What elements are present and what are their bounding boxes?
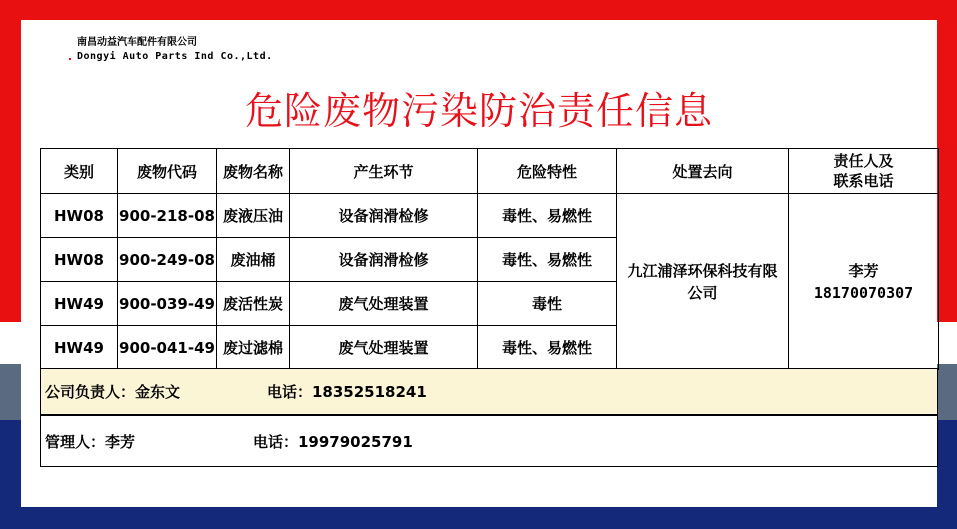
disposal-text: 九江浦泽环保科技有限公司 xyxy=(627,261,778,302)
company-manager-row xyxy=(40,368,938,416)
page-title: 危险废物污染防治责任信息 xyxy=(244,89,713,133)
cell-hazard: 毒性 xyxy=(478,282,617,326)
manager-phone: 电话：18352518241 xyxy=(267,383,427,401)
table-row xyxy=(41,194,939,238)
cell-category: HW08 xyxy=(41,238,118,282)
header-disposal: 处置去向 xyxy=(617,149,789,194)
company-name-en: Dongyi Auto Parts Ind Co.,Ltd. xyxy=(77,51,273,62)
cell-code: 900-249-08 xyxy=(118,238,217,282)
company-name-cn: 南昌动益汽车配件有限公司 xyxy=(77,37,197,48)
admin-row xyxy=(40,416,938,467)
admin-phone: 电话：19979025791 xyxy=(253,432,413,451)
decorative-dot xyxy=(69,58,71,60)
cell-category: HW08 xyxy=(41,194,118,238)
admin-label: 管理人：李芳 xyxy=(45,432,136,451)
cell-name: 废油桶 xyxy=(217,238,290,282)
header-category: 类别 xyxy=(41,149,118,194)
cell-process: 废气处理装置 xyxy=(290,282,478,326)
table-header-row xyxy=(41,149,939,194)
responsible-name: 李芳 xyxy=(848,261,879,280)
cell-process: 废气处理装置 xyxy=(290,326,478,370)
cell-code: 900-218-08 xyxy=(118,194,217,238)
header-process: 产生环节 xyxy=(290,149,478,194)
manager-label: 公司负责人：金东文 xyxy=(45,383,181,401)
cell-name: 废液压油 xyxy=(217,194,290,238)
cell-disposal xyxy=(617,194,789,370)
sign-panel xyxy=(21,20,937,507)
header-name: 废物名称 xyxy=(217,149,290,194)
cell-process: 设备润滑检修 xyxy=(290,238,478,282)
header-responsible-text: 责任人及 联系电话 xyxy=(833,152,894,190)
cell-responsible xyxy=(789,194,939,370)
company-header xyxy=(77,36,273,64)
header-hazard: 危险特性 xyxy=(478,149,617,194)
responsible-phone: 18170070307 xyxy=(813,283,914,302)
cell-name: 废活性炭 xyxy=(217,282,290,326)
cell-category: HW49 xyxy=(41,326,118,370)
cell-hazard: 毒性、易燃性 xyxy=(478,326,617,370)
waste-table xyxy=(40,148,939,370)
cell-code: 900-039-49 xyxy=(118,282,217,326)
cell-code: 900-041-49 xyxy=(118,326,217,370)
cell-category: HW49 xyxy=(41,282,118,326)
header-responsible xyxy=(789,149,939,194)
cell-name: 废过滤棉 xyxy=(217,326,290,370)
header-code: 废物代码 xyxy=(118,149,217,194)
cell-process: 设备润滑检修 xyxy=(290,194,478,238)
cell-hazard: 毒性、易燃性 xyxy=(478,238,617,282)
cell-hazard: 毒性、易燃性 xyxy=(478,194,617,238)
